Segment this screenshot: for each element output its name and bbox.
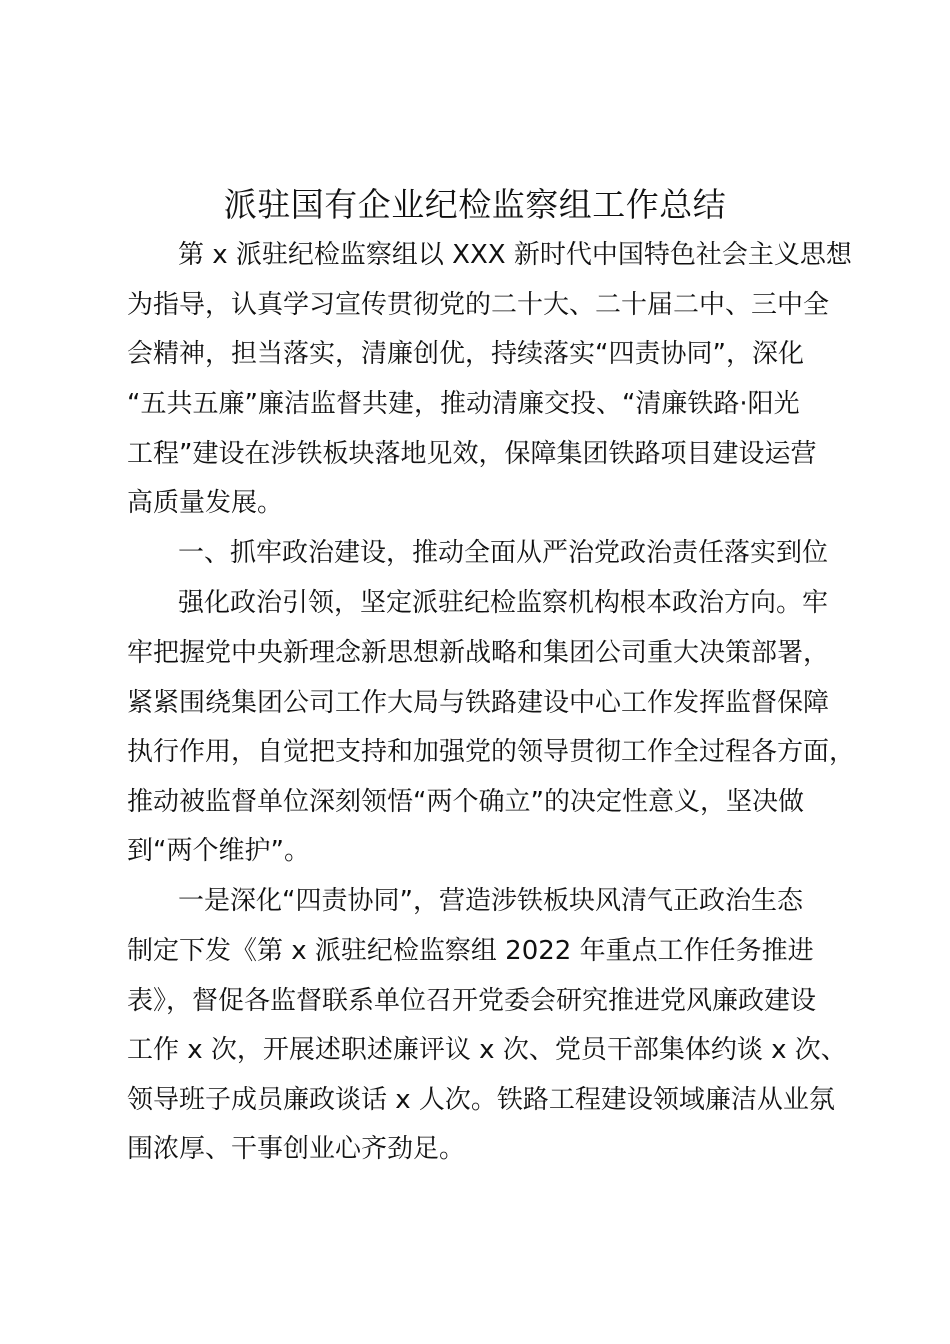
paragraph-line: 围浓厚、干事创业心齐劲足。 — [127, 1134, 466, 1164]
paragraph-line: 到“两个维护”。 — [127, 836, 310, 866]
paragraph-line: 高质量发展。 — [127, 488, 284, 518]
paragraph-line: 第 x 派驻纪检监察组以 XXX 新时代中国特色社会主义思想 — [178, 240, 852, 270]
paragraph-line: 制定下发《第 x 派驻纪检监察组 2022 年重点工作任务推进 — [127, 936, 814, 966]
paragraph-line: 工程”建设在涉铁板块落地见效，保障集团铁路项目建设运营 — [127, 439, 817, 469]
paragraph-line: “五共五廉”廉洁监督共建，推动清廉交投、“清廉铁路·阳光 — [127, 389, 800, 419]
paragraph-line: 领导班子成员廉政谈话 x 人次。铁路工程建设领域廉洁从业氛 — [127, 1085, 835, 1115]
sub-heading: 一是深化“四责协同”，营造涉铁板块风清气正政治生态 — [178, 886, 803, 916]
paragraph-line: 工作 x 次，开展述职述廉评议 x 次、党员干部集体约谈 x 次、 — [127, 1035, 847, 1065]
paragraph-line: 推动被监督单位深刻领悟“两个确立”的决定性意义，坚决做 — [127, 787, 804, 817]
paragraph-line: 为指导，认真学习宣传贯彻党的二十大、二十届二中、三中全 — [127, 290, 830, 320]
paragraph-line: 强化政治引领，坚定派驻纪检监察机构根本政治方向。牢 — [178, 588, 829, 618]
section-heading: 一、抓牢政治建设，推动全面从严治党政治责任落实到位 — [178, 538, 829, 568]
paragraph-line: 执行作用，自觉把支持和加强党的领导贯彻工作全过程各方面， — [127, 737, 856, 767]
paragraph-line: 紧紧围绕集团公司工作大局与铁路建设中心工作发挥监督保障 — [127, 688, 830, 718]
paragraph-line: 表》，督促各监督联系单位召开党委会研究推进党风廉政建设 — [127, 986, 817, 1016]
paragraph-line: 会精神，担当落实，清廉创优，持续落实“四责协同”，深化 — [127, 339, 804, 369]
document-title: 派驻国有企业纪检监察组工作总结 — [223, 185, 727, 224]
paragraph-line: 牢把握党中央新理念新思想新战略和集团公司重大决策部署， — [127, 638, 830, 668]
